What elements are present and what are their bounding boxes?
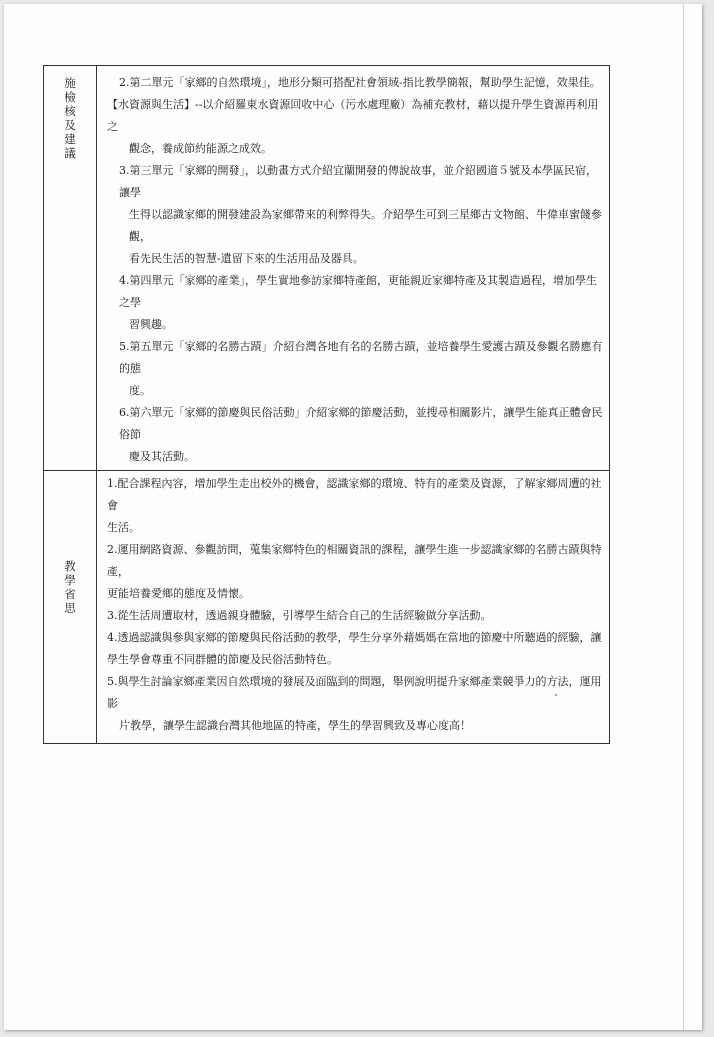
reflection-item-2-cont: 更能培養愛鄉的態度及情懷。 — [107, 587, 250, 600]
review-item-water-cont: 觀念，養成節約能源之成效。 — [129, 142, 272, 155]
review-item-3-cont: 生得以認識家鄉的開發建設為家鄉帶來的利弊得失。介紹學生可到三星鄉古文物館、牛偉車蜜餞參觀， — [129, 208, 602, 243]
reflection-item-1-cont: 生活。 — [107, 521, 140, 534]
scan-edge — [683, 4, 684, 1030]
review-item-water: 【水資源與生活】--以介紹羅東水資源回收中心（污水處理廠）為補充教材，藉以提升學生資源再利用之 — [107, 98, 599, 133]
lesson-review-table — [43, 65, 610, 744]
table-row-reflection — [44, 471, 610, 744]
review-item-6: 6.第六單元「家鄉的節慶與民俗活動」介紹家鄉的節慶活動，並搜尋相關影片，讓學生能真正體會民俗節 — [119, 406, 603, 441]
label-cell-review — [44, 66, 97, 471]
review-item-5-cont: 度。 — [129, 384, 151, 397]
reflection-item-2: 2.運用網路資源、參觀訪問，蒐集家鄉特色的相關資訊的課程，讓學生進一步認識家鄉的名勝古蹟與特產， — [107, 543, 602, 578]
reflection-item-5: 5.與學生討論家鄉產業因自然環境的發展及面臨到的問題，舉例說明提升家鄉產業競爭力的方法，運用影 — [107, 675, 602, 710]
section-label-reflection: 教學省思 — [64, 559, 76, 615]
reflection-item-3: 3.從生活周遭取材，透過親身體驗，引導學生結合自己的生活經驗做分享活動。 — [107, 609, 492, 622]
review-item-2: 2.第二單元「家鄉的自然環境」，地形分類可搭配社會領域-指比教學簡報，幫助學生記憶，效果佳。 — [119, 76, 601, 89]
review-item-3-cont2: 看先民生活的智慧-遺留下來的生活用品及器具。 — [129, 252, 364, 265]
review-item-5: 5.第五單元「家鄉的名勝古蹟」介紹台灣各地有名的名勝古蹟，並培養學生愛護古蹟及參觀名勝應有的態 — [119, 340, 603, 375]
review-item-4-cont: 習興趣。 — [129, 318, 173, 331]
section-label-review: 施檢核及建議 — [64, 76, 76, 160]
review-item-3: 3.第三單元「家鄉的開發」，以動畫方式介紹宜蘭開發的傳說故事，並介紹國道５號及本學區民宿，讓學 — [119, 164, 597, 199]
table-row-review — [44, 66, 610, 471]
label-cell-reflection — [44, 471, 97, 744]
scan-speck — [555, 694, 557, 696]
content-cell-reflection — [97, 471, 610, 744]
reflection-item-4-cont: 學生學會尊重不同群體的節慶及民俗活動特色。 — [107, 653, 338, 666]
review-item-4: 4.第四單元「家鄉的產業」，學生實地參訪家鄉特產館，更能親近家鄉特產及其製造過程，增加學生之學 — [119, 274, 597, 309]
reflection-item-4: 4.透過認識與參與家鄉的節慶與民俗活動的教學，學生分享外藉媽媽在當地的節慶中所聽過的經驗，讓 — [107, 631, 602, 644]
reflection-item-1: 1.配合課程內容，增加學生走出校外的機會，認識家鄉的環境、特有的產業及資源，了解家鄉周遭的社會 — [107, 477, 602, 512]
reflection-item-5-cont: 片教學，讓學生認識台灣其他地區的特產，學生的學習興致及專心度高！ — [119, 719, 471, 732]
review-item-6-cont: 慶及其活動。 — [129, 450, 195, 463]
content-cell-review — [97, 66, 610, 471]
